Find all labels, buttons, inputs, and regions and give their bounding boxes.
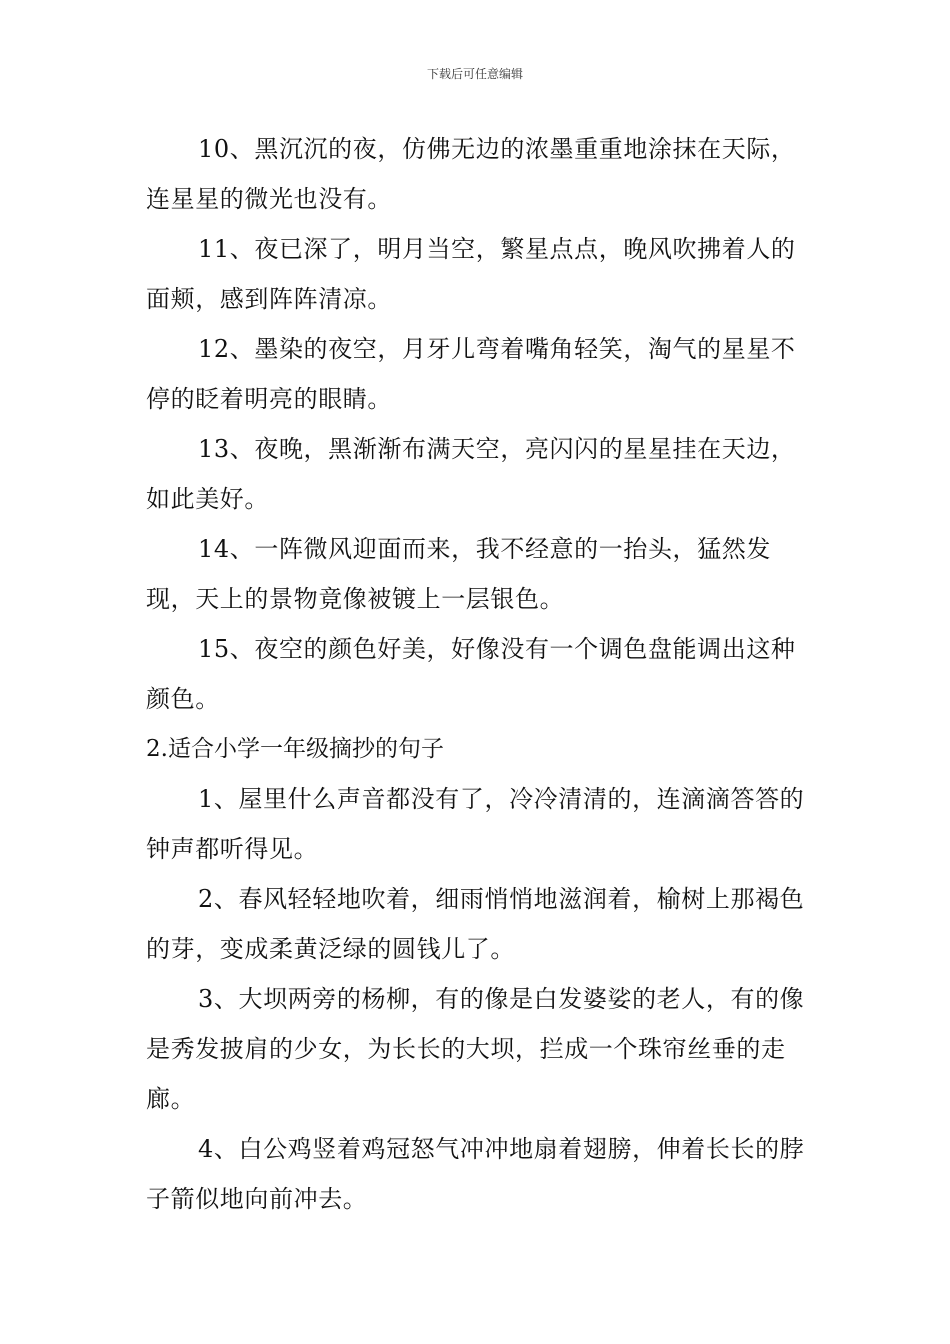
sentence-3: 3、大坝两旁的杨柳，有的像是白发婆娑的老人，有的像是秀发披肩的少女，为长长的大坝，拦成一个珠帘丝垂的走廊。 (146, 985, 805, 1113)
sentence-12: 12、墨染的夜空，月牙儿弯着嘴角轻笑，淘气的星星不停的眨着明亮的眼睛。 (146, 335, 796, 413)
page-header-note: 下载后可任意编辑 (426, 67, 523, 81)
sentence-1: 1、屋里什么声音都没有了，冷冷清清的，连滴滴答答的钟声都听得见。 (146, 785, 805, 863)
sentence-4: 4、白公鸡竖着鸡冠怒气冲冲地扇着翅膀，伸着长长的脖子箭似地向前冲去。 (146, 1135, 805, 1213)
sentence-11: 11、夜已深了，明月当空，繁星点点，晚风吹拂着人的面颊，感到阵阵清凉。 (146, 235, 796, 313)
sentence-14: 14、一阵微风迎面而来，我不经意的一抬头，猛然发现，天上的景物竟像被镀上一层银色。 (146, 535, 771, 613)
sentence-2: 2、春风轻轻地吹着，细雨悄悄地滋润着，榆树上那褐色的芽，变成柔黄泛绿的圆钱儿了。 (146, 885, 805, 963)
document-body (146, 124, 816, 1224)
sentence-15: 15、夜空的颜色好美，好像没有一个调色盘能调出这种颜色。 (146, 635, 796, 713)
sentence-10: 10、黑沉沉的夜，仿佛无边的浓墨重重地涂抹在天际，连星星的微光也没有。 (146, 135, 796, 213)
sentence-13: 13、夜晚，黑渐渐布满天空，亮闪闪的星星挂在天边，如此美好。 (146, 435, 796, 513)
section-heading: 2.适合小学一年级摘抄的句子 (146, 736, 444, 762)
